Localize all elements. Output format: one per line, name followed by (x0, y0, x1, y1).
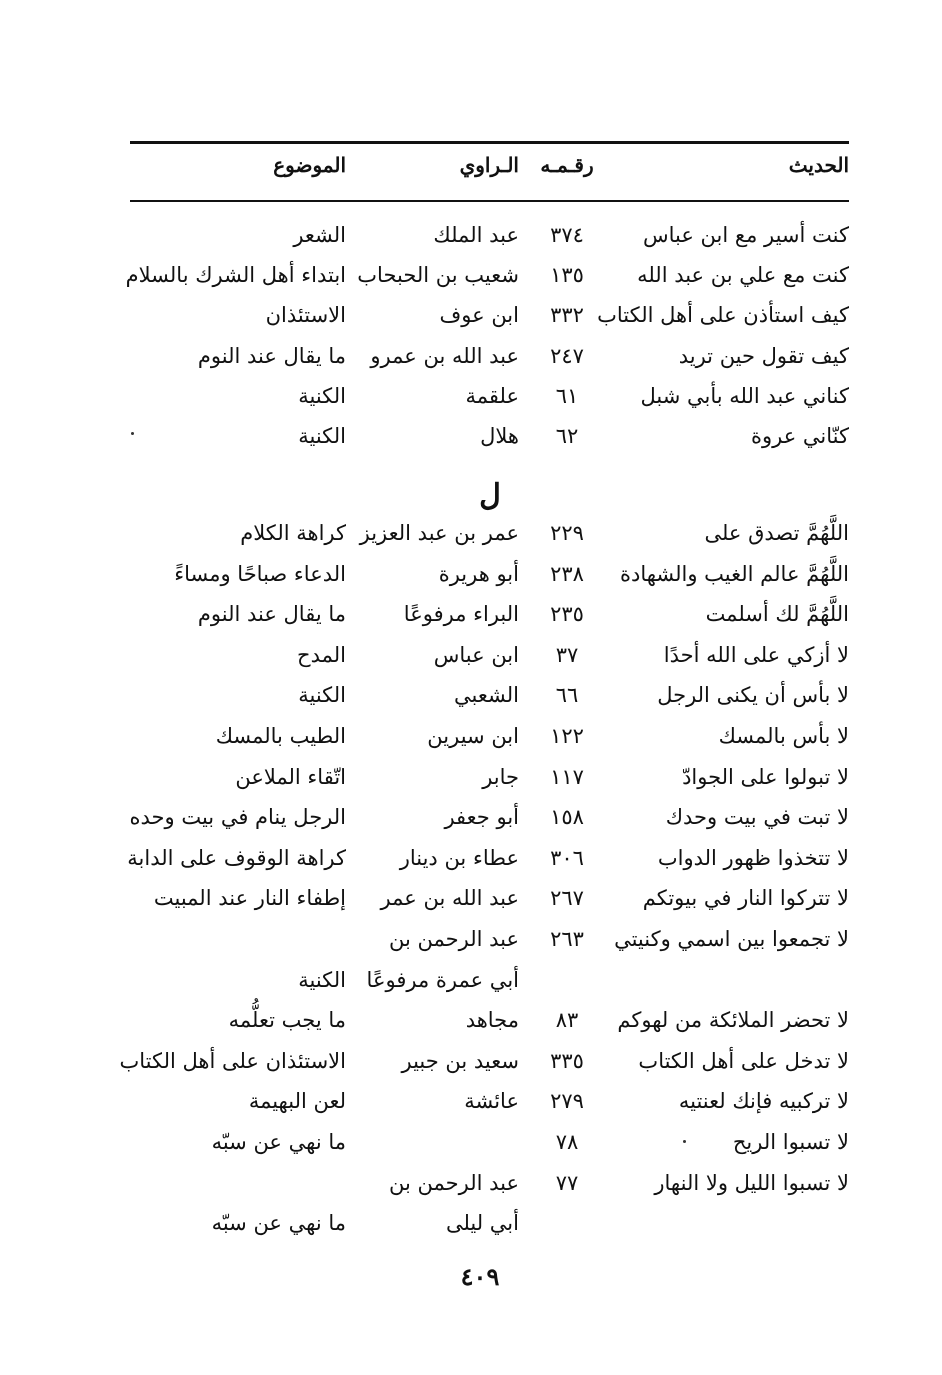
number-cell: ١٣٥ (550, 263, 584, 288)
topic-cell: لعن البهيمة (248, 1089, 346, 1114)
topic-cell: المدح (297, 642, 346, 667)
table-row (0, 802, 942, 842)
topic-cell: ما يقال عند النوم (197, 602, 346, 627)
narrator-cell: أبي ليلى (445, 1211, 519, 1236)
hadith-cell: لا تسبوا الليل ولا النهار (654, 1170, 849, 1195)
scan-speck (683, 1140, 686, 1143)
narrator-cell: أبو جعفر (444, 805, 519, 830)
number-cell: ١٥٨ (550, 805, 584, 830)
number-cell: ٦٢ (555, 424, 579, 448)
table-row (0, 260, 942, 300)
number-cell: ٣٧٤ (550, 223, 584, 247)
hadith-cell: لا بأس بالمسك (718, 724, 849, 748)
topic-cell: الكنية (298, 967, 346, 992)
hadith-cell: اللَّهُمَّ عالم الغيب والشهادة (619, 561, 849, 586)
narrator-cell: هلال (480, 424, 519, 448)
hadith-cell: اللَّهُمَّ تصدق على (704, 521, 849, 545)
narrator-cell: ابن سيرين (427, 724, 519, 748)
narrator-cell: عبد الله بن عمر (380, 886, 519, 911)
number-cell: ٢٦٣ (550, 927, 584, 951)
hadith-cell: كناني عبد الله بأبي شبل (640, 383, 849, 408)
hadith-cell: لا تدخل على أهل الكتاب (638, 1048, 849, 1073)
number-cell: ٢٦٧ (550, 886, 584, 911)
topic-cell: الشعر (293, 223, 346, 247)
hadith-cell: لا تركبيه فإنك لعنتيه (678, 1089, 849, 1114)
table-row (0, 381, 942, 421)
scan-speck (131, 432, 134, 435)
table-row (0, 843, 942, 883)
table-row (0, 762, 942, 802)
hadith-cell: كيف استأذن على أهل الكتاب (597, 303, 849, 328)
hadith-cell: كنت أسير مع ابن عباس (642, 223, 849, 247)
hadith-cell: كنّاني عروة (750, 424, 849, 448)
table-row (0, 640, 942, 680)
topic-cell: إطفاء النار عند المبيت (153, 886, 346, 911)
number-cell: ٣٣٢ (550, 303, 584, 328)
topic-cell: ابتداء أهل الشرك بالسلام (125, 263, 346, 288)
page-number: ٤٠٩ (460, 1262, 500, 1291)
hadith-cell: لا تبت في بيت وحدك (665, 805, 849, 830)
table-row (0, 1086, 942, 1126)
table-row (0, 1168, 942, 1208)
number-cell: ٧٧ (555, 1170, 579, 1195)
number-cell: ٦١ (555, 383, 579, 408)
number-cell: ٢٣٥ (550, 602, 584, 627)
header-hadith: الحديث (788, 153, 849, 177)
hadith-cell: لا تسبوا الريح (732, 1130, 849, 1154)
topic-cell: الكنية (298, 424, 346, 448)
topic-cell: ما يقال عند النوم (197, 343, 346, 368)
topic-cell: الطيب بالمسك (215, 724, 346, 748)
table-row (0, 680, 942, 720)
narrator-cell: مجاهد (465, 1008, 519, 1033)
narrator-cell: سعيد بن جبير (401, 1048, 519, 1073)
narrator-cell: الشعبي (454, 683, 519, 708)
topic-cell: الدعاء صباحًا ومساءً (174, 561, 346, 586)
number-cell: ٣٣٥ (550, 1048, 584, 1073)
table-row (0, 965, 942, 1005)
table-row (0, 518, 942, 558)
hadith-cell: لا تتخذوا ظهور الدواب (657, 845, 849, 870)
hadith-cell: لا تتركوا النار في بيوتكم (642, 886, 849, 911)
header-topic: الموضوع (273, 153, 346, 177)
number-cell: ٧٨ (555, 1130, 579, 1154)
number-cell: ٦٦ (555, 683, 579, 708)
topic-cell: الرجل ينام في بيت وحده (129, 805, 346, 830)
hadith-cell: لا تبولوا على الجوادّ (682, 764, 849, 789)
narrator-cell: عبد الرحمن بن (389, 927, 519, 951)
narrator-cell: عبد الملك (433, 223, 519, 247)
topic-cell: كراهة الوقوف على الدابة (127, 845, 346, 870)
table-row (0, 559, 942, 599)
number-cell: ٨٣ (555, 1008, 579, 1033)
top-rule (130, 141, 849, 144)
topic-cell: الكنية (298, 383, 346, 408)
number-cell: ٣٠٦ (550, 845, 584, 870)
number-cell: ٢٧٩ (550, 1089, 584, 1114)
header-number: رقـمـه (540, 153, 594, 177)
narrator-cell: شعيب بن الحبحاب (357, 263, 519, 288)
narrator-cell: علقمة (465, 383, 519, 408)
number-cell: ٢٢٩ (550, 521, 584, 545)
topic-cell: ما نهي عن سبّه (211, 1130, 346, 1154)
narrator-cell: أبي عمرة مرفوعًا (366, 967, 519, 992)
hadith-cell: كنت مع علي بن عبد الله (637, 263, 849, 288)
hadith-cell: لا تحضر الملائكة من لهوكم (617, 1008, 849, 1033)
section-letter: ل (479, 478, 501, 513)
hadith-cell: لا بأس أن يكنى الرجل (657, 683, 849, 708)
narrator-cell: عائشة (464, 1089, 519, 1114)
topic-cell: ما نهي عن سبّه (211, 1211, 346, 1236)
table-row (0, 924, 942, 964)
narrator-cell: عبد الله بن عمرو (370, 343, 519, 368)
narrator-cell: البراء مرفوعًا (403, 602, 519, 627)
topic-cell: الاستئذان (265, 303, 346, 328)
topic-cell: ما يجب تعلُّمه (228, 1008, 346, 1033)
topic-cell: اتّقاء الملاعن (235, 764, 346, 789)
table-row (0, 1005, 942, 1045)
hadith-cell: لا تجمعوا بين اسمي وكنيتي (614, 927, 849, 951)
table-row (0, 421, 942, 461)
narrator-cell: جابر (482, 764, 519, 789)
topic-cell: كراهة الكلام (240, 521, 346, 545)
topic-cell: الكنية (298, 683, 346, 708)
narrator-cell: أبو هريرة (438, 561, 519, 586)
table-row (0, 1127, 942, 1167)
table-row (0, 883, 942, 923)
table-row (0, 220, 942, 260)
hadith-cell: اللَّهُمَّ لك أسلمت (705, 602, 849, 627)
narrator-cell: عطاء بن دينار (399, 845, 519, 870)
hadith-cell: كيف تقول حين تريد (678, 343, 849, 368)
narrator-cell: ابن عوف (439, 303, 519, 328)
table-row (0, 1046, 942, 1086)
narrator-cell: ابن عباس (433, 642, 519, 667)
number-cell: ٣٧ (555, 642, 579, 667)
number-cell: ١٢٢ (550, 724, 584, 748)
narrator-cell: عمر بن عبد العزيز (359, 521, 519, 545)
header-rule (130, 200, 849, 202)
table-row (0, 300, 942, 340)
table-row (0, 341, 942, 381)
table-row (0, 599, 942, 639)
table-row (0, 1208, 942, 1248)
topic-cell: الاستئذان على أهل الكتاب (119, 1048, 346, 1073)
number-cell: ٢٤٧ (550, 343, 584, 368)
hadith-cell: لا أزكي على الله أحدًا (663, 642, 849, 667)
table-row (0, 721, 942, 761)
table-header (130, 150, 849, 186)
number-cell: ٢٣٨ (550, 561, 584, 586)
narrator-cell: عبد الرحمن بن (389, 1170, 519, 1195)
number-cell: ١١٧ (550, 764, 584, 789)
header-narrator: الـراوي (459, 153, 519, 177)
